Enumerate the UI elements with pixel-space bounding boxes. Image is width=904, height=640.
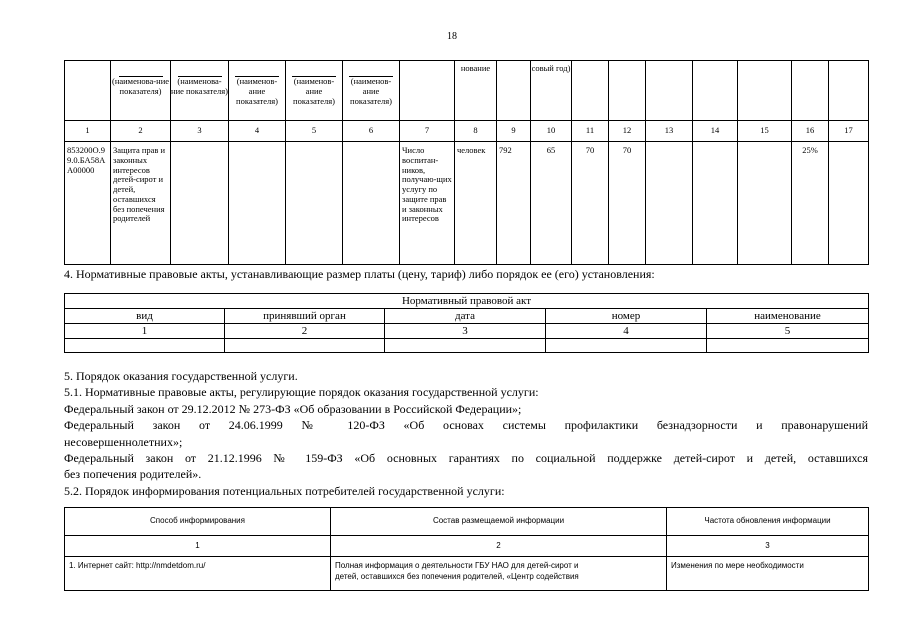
content-line: Полная информация о деятельности ГБУ НАО для детей-сирот и — [335, 561, 579, 570]
column-number: 1 — [65, 324, 225, 339]
column-number: 2 — [225, 324, 385, 339]
header-cell — [400, 61, 455, 121]
column-number: 10 — [531, 121, 572, 142]
column-number: 11 — [572, 121, 609, 142]
column-number: 1 — [65, 536, 331, 557]
header-cell: (наименова-ние показателя) — [111, 61, 171, 121]
service-content-cell: Защита прав и законных интересов детей-сирот и детей, оставшихся без попечения родителей — [111, 142, 171, 265]
section-5-text — [64, 368, 868, 499]
informing-method-cell: 1. Интернет сайт: http://nmdetdom.ru/ — [65, 557, 331, 591]
column-number: 3 — [667, 536, 869, 557]
header-cell — [497, 61, 531, 121]
column-number: 1 — [65, 121, 111, 142]
informing-table — [64, 507, 869, 591]
law-item-continuation: без попечения родителей». — [64, 467, 202, 482]
column-number: 8 — [455, 121, 497, 142]
column-number: 17 — [829, 121, 869, 142]
column-number: 2 — [111, 121, 171, 142]
header-cell — [646, 61, 693, 121]
law-item: Федеральный закон от 29.12.2012 № 273-ФЗ «Об образовании в Российской Федерации»; — [64, 401, 522, 416]
column-header: дата — [385, 309, 546, 324]
table-cell — [646, 142, 693, 265]
table-header-row — [65, 61, 869, 121]
header-cell — [738, 61, 792, 121]
column-number: 15 — [738, 121, 792, 142]
header-cell — [792, 61, 829, 121]
table-cell — [693, 142, 738, 265]
table-cell — [707, 339, 869, 353]
table-cell — [171, 142, 229, 265]
column-number: 16 — [792, 121, 829, 142]
section-5-2-title: 5.2. Порядок информирования потенциальных потребителей государственной услуги: — [64, 483, 505, 498]
table-cell — [385, 339, 546, 353]
column-number-row — [65, 536, 869, 557]
value-cell: 70 — [572, 142, 609, 265]
column-header: Способ информирования — [65, 508, 331, 536]
table-cell — [829, 142, 869, 265]
column-number: 4 — [546, 324, 707, 339]
table-cell — [286, 142, 343, 265]
column-number: 13 — [646, 121, 693, 142]
deviation-cell: 25% — [792, 142, 829, 265]
table-row — [65, 339, 869, 353]
table-cell — [738, 142, 792, 265]
law-item-continuation: несовершеннолетних»; — [64, 434, 183, 449]
value-cell: 65 — [531, 142, 572, 265]
header-cell — [609, 61, 646, 121]
column-number: 6 — [343, 121, 400, 142]
table-cell — [546, 339, 707, 353]
section-4-title: 4. Нормативные правовые акты, устанавливающие размер платы (цену, тариф) либо порядок ее (его) установления: — [64, 267, 655, 281]
header-cell: совый год) — [531, 61, 572, 121]
column-number: 5 — [286, 121, 343, 142]
table-header-row — [65, 309, 869, 324]
law-item: Федеральный закон от 24.06.1999 № 120-ФЗ «Об основах системы профилактики безнадзорности и правонарушений — [64, 418, 868, 433]
column-number: 3 — [385, 324, 546, 339]
page-number: 18 — [447, 31, 457, 42]
table-title: Нормативный правовой акт — [65, 294, 869, 309]
header-cell — [572, 61, 609, 121]
column-header: вид — [65, 309, 225, 324]
column-number: 12 — [609, 121, 646, 142]
indicator-name-cell: Число воспитан-ников, получаю-щих услугу по защите прав и законных интересов — [400, 142, 455, 265]
column-number: 2 — [331, 536, 667, 557]
table-header-row — [65, 508, 869, 536]
table-title-row — [65, 294, 869, 309]
header-cell: (наименов-ание показателя) — [229, 61, 286, 121]
column-header: номер — [546, 309, 707, 324]
column-header: наименование — [707, 309, 869, 324]
legal-acts-table — [64, 293, 869, 353]
header-cell: (наименова-ние показателя) — [171, 61, 229, 121]
column-header: Частота обновления информации — [667, 508, 869, 536]
column-number-row — [65, 121, 869, 142]
header-cell: (наименов-ание показателя) — [286, 61, 343, 121]
section-5-1-title: 5.1. Нормативные правовые акты, регулирующие порядок оказания государственной услуги: — [64, 385, 539, 400]
table-cell — [229, 142, 286, 265]
column-number-row — [65, 324, 869, 339]
column-number: 3 — [171, 121, 229, 142]
section-5-title: 5. Порядок оказания государственной услуги. — [64, 369, 298, 383]
column-number: 5 — [707, 324, 869, 339]
unit-cell: человек — [455, 142, 497, 265]
okei-code-cell: 792 — [497, 142, 531, 265]
service-volume-table — [64, 60, 869, 265]
header-cell — [829, 61, 869, 121]
table-cell — [225, 339, 385, 353]
header-cell: нование — [455, 61, 497, 121]
column-header: Состав размещаемой информации — [331, 508, 667, 536]
registry-code-cell: 853200О.99.0.БА58АА00000 — [65, 142, 111, 265]
information-content-cell — [331, 557, 667, 591]
table-cell — [65, 339, 225, 353]
column-header: принявший орган — [225, 309, 385, 324]
table-cell — [343, 142, 400, 265]
column-number: 7 — [400, 121, 455, 142]
header-cell — [693, 61, 738, 121]
header-cell: (наименов-ание показателя) — [343, 61, 400, 121]
law-item: Федеральный закон от 21.12.1996 № 159-ФЗ «Об основных гарантиях по социальной поддержке детей-сирот и детей, оставшихся — [64, 451, 868, 466]
content-line: детей, оставшихся без попечения родителей, «Центр содействия — [335, 571, 579, 581]
table-row — [65, 557, 869, 591]
header-cell — [65, 61, 111, 121]
column-number: 9 — [497, 121, 531, 142]
column-number: 14 — [693, 121, 738, 142]
table-row — [65, 142, 869, 265]
value-cell: 70 — [609, 142, 646, 265]
update-frequency-cell: Изменения по мере необходимости — [667, 557, 869, 591]
column-number: 4 — [229, 121, 286, 142]
